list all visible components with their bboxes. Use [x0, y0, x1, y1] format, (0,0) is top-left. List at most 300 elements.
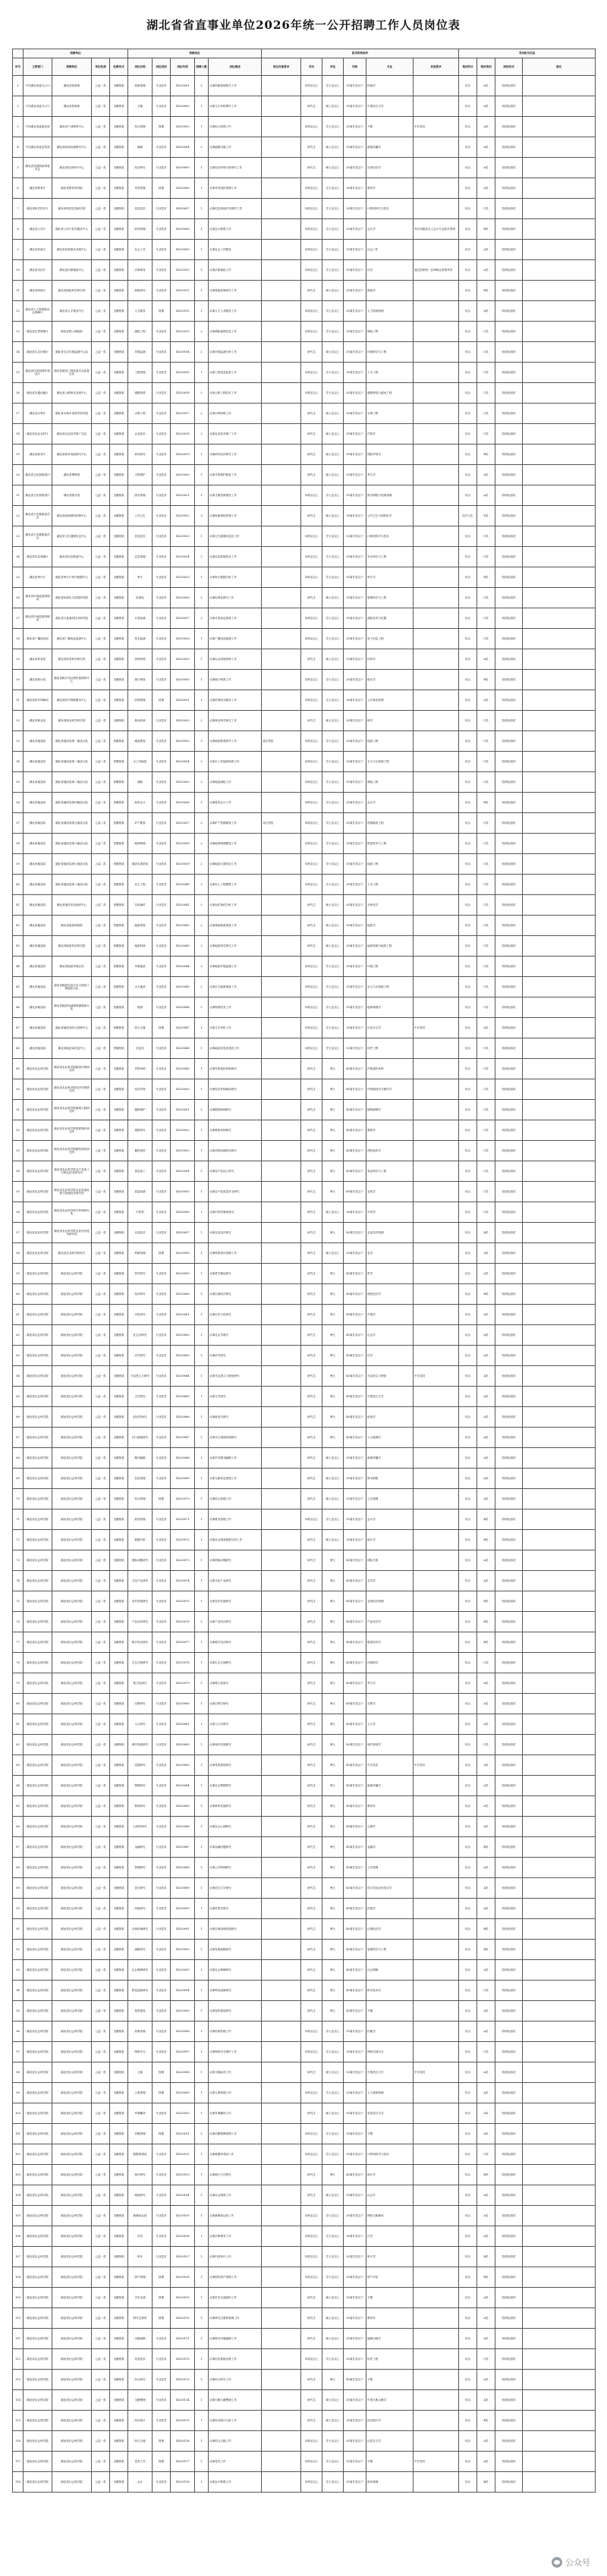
table-cell [414, 1530, 459, 1550]
table-cell: 专业技术 [153, 1735, 171, 1755]
table-cell: 综合 [459, 2329, 477, 2349]
table-cell: 35周岁及以下 [344, 2124, 366, 2144]
table-cell: 公益一类 [92, 1550, 110, 1571]
table-cell: 法学 [366, 1346, 414, 1366]
table-cell: 湖北省地质局信息中心 [52, 1038, 92, 1059]
table-cell: 综合 [459, 1960, 477, 1981]
table-cell: 35周岁及以下 [344, 178, 366, 199]
table-cell [414, 2103, 459, 2124]
table-cell: 2 [195, 813, 209, 834]
table-cell: 结构化面试 [495, 1243, 523, 1264]
table-cell: A类 [477, 1960, 495, 1981]
table-cell: 管理 [153, 117, 171, 137]
table-cell: 1 [195, 281, 209, 301]
table-cell: 学士及以上 [322, 547, 344, 567]
table-cell: 应急管理 [128, 547, 153, 567]
table-row [13, 2103, 596, 2124]
table-cell: 本科及以上 [301, 977, 322, 997]
table-cell [262, 178, 301, 199]
table-cell: 社会保障 [366, 1960, 414, 1981]
table-cell: 117 [13, 2452, 24, 2472]
table-cell: 35周岁及以下 [344, 2185, 366, 2206]
table-cell: A类 [477, 260, 495, 281]
table-cell [414, 1407, 459, 1428]
table-cell: 全额拨款 [110, 260, 128, 281]
table-cell: 14230088 [171, 1858, 195, 1878]
table-cell: 测绘工程 [366, 322, 414, 342]
table-cell: 结构化面试 [495, 670, 523, 690]
table-cell: 公益二类 [92, 875, 110, 895]
table-cell [262, 2431, 301, 2452]
table-cell: 硕士及以上 [322, 588, 344, 608]
table-cell: 专业技术 [153, 875, 171, 895]
table-cell: 从事医保经办服务工作 [209, 690, 262, 711]
table-cell: 公益一类 [92, 1366, 110, 1387]
table-cell: 湖北省商务厅 [24, 445, 52, 465]
table-cell: 结构化面试 [495, 1899, 523, 1919]
table-cell: 信息管理 [128, 1469, 153, 1489]
table-cell: 结构化面试 [495, 1202, 523, 1223]
table-cell: 公益一类 [92, 2042, 110, 2062]
table-cell [414, 1202, 459, 1223]
table-cell: A类 [477, 1305, 495, 1325]
table-row [13, 588, 596, 608]
table-cell: 管理 [153, 690, 171, 711]
table-cell: 专业技术 [153, 916, 171, 936]
table-cell: 35周岁及以下 [344, 2472, 366, 2493]
table-cell: 湖北省社会科学院 [52, 2144, 92, 2165]
table-cell: 综合 [459, 1632, 477, 1653]
table-cell: 湖北省公安厅机关服务中心 [52, 219, 92, 240]
table-row [13, 1817, 596, 1837]
table-cell: 全额拨款 [110, 322, 128, 342]
table-cell: 公益一类 [92, 240, 110, 260]
table-cell: 博士 [322, 1428, 344, 1448]
table-cell: 湖北省社会科学院 [52, 1653, 92, 1673]
table-cell [414, 1079, 459, 1100]
table-cell: 全额拨款 [110, 281, 128, 301]
table-cell: 专业技术 [153, 629, 171, 649]
table-cell: 40周岁及以下 [344, 1837, 366, 1858]
table-row [13, 342, 596, 363]
table-cell: 1 [195, 2226, 209, 2247]
table-cell: 博士 [322, 1100, 344, 1120]
table-cell [414, 2431, 459, 2452]
table-cell: 1 [195, 588, 209, 608]
table-row [13, 813, 596, 834]
table-cell: 35周岁及以下 [344, 445, 366, 465]
table-cell: 2 [195, 322, 209, 342]
table-cell: 从事学术期刊编辑工作 [209, 1448, 262, 1469]
table-cell: 结构化面试 [495, 731, 523, 752]
table-cell: C类 [477, 2144, 495, 2165]
table-cell: 3 [195, 506, 209, 526]
table-cell [262, 895, 301, 916]
table-row [13, 1755, 596, 1776]
table-cell: 从事档案管理相关工作 [209, 76, 262, 96]
table-row [13, 2185, 596, 2206]
table-cell [414, 2206, 459, 2226]
column-header: 招聘人数 [195, 58, 209, 76]
table-cell: 湖北省地质局 [24, 997, 52, 1018]
table-cell: 农村发展研究 [128, 1591, 153, 1612]
table-cell: 湖北省农业科学院 [24, 1161, 52, 1182]
table-cell: 35周岁及以下 [344, 137, 366, 158]
table-cell: 2 [195, 772, 209, 793]
table-cell: 学士及以上 [322, 526, 344, 547]
table-cell: 结构化面试 [495, 895, 523, 916]
table-row [13, 96, 596, 117]
table-cell: 公益一类 [92, 2144, 110, 2165]
table-cell: 湖北省社会科学院 [52, 1448, 92, 1469]
table-cell: 国际贸易学 [366, 445, 414, 465]
table-cell [523, 895, 596, 916]
table-cell: 专业技术 [153, 1817, 171, 1837]
table-cell [523, 1100, 596, 1120]
table-cell: 管理 [153, 1018, 171, 1038]
table-cell: 58 [13, 1243, 24, 1264]
table-cell: 专业技术 [153, 1407, 171, 1428]
table-cell: 1 [195, 1591, 209, 1612]
table-cell [262, 485, 301, 506]
table-cell: 综合 [459, 1243, 477, 1264]
table-row [13, 1018, 596, 1038]
table-cell: 14230020 [171, 465, 195, 485]
table-cell: 电子信息工程 [366, 629, 414, 649]
table-cell [414, 2288, 459, 2308]
table-cell: 外事翻译 [128, 2103, 153, 2124]
table-cell: 1 [195, 2247, 209, 2267]
table-cell: 30 [13, 670, 24, 690]
table-cell [414, 1509, 459, 1530]
table-cell: 全额拨款 [110, 445, 128, 465]
table-cell: 1 [195, 2165, 209, 2185]
table-cell: 差额拨款 [110, 936, 128, 957]
table-cell: C类 [477, 342, 495, 363]
table-cell: 29 [13, 649, 24, 670]
table-cell: 湖北省社会科学院 [24, 1407, 52, 1428]
table-cell: 全额拨款 [110, 629, 128, 649]
table-cell: 综合 [459, 2124, 477, 2144]
table-cell [414, 670, 459, 690]
table-cell: C类 [477, 1079, 495, 1100]
table-cell: 结构化面试 [495, 2247, 523, 2267]
table-cell: 1 [195, 2431, 209, 2452]
table-cell: 公益一类 [92, 1960, 110, 1981]
table-cell: 专业技术 [153, 2185, 171, 2206]
table-cell: 地质科研 [128, 936, 153, 957]
table-cell: 湖北省社会科学院 [52, 2431, 92, 2452]
table-cell: 35周岁及以下 [344, 281, 366, 301]
table-cell [523, 1509, 596, 1530]
table-cell: 公益一类 [92, 2288, 110, 2308]
table-cell: 40周岁及以下 [344, 1141, 366, 1161]
table-cell: 公益二类 [92, 895, 110, 916]
table-cell: 植物保护 [128, 1100, 153, 1120]
table-cell: 专业技术 [153, 2247, 171, 2267]
table-cell [414, 1182, 459, 1202]
table-cell: 41 [13, 895, 24, 916]
table-cell: 湖北省社会科学院 [52, 1387, 92, 1407]
table-cell: 全额拨款 [110, 1325, 128, 1346]
table-cell: 35周岁及以下 [344, 342, 366, 363]
table-cell: 综合 [459, 1223, 477, 1243]
table-cell [262, 137, 301, 158]
table-cell: 专业技术 [153, 834, 171, 854]
column-header: 岗位代码 [171, 58, 195, 76]
table-cell: 本科及以上 [301, 322, 322, 342]
table-cell: 学士及以上 [322, 301, 344, 322]
group-header: 报考资格条件 [262, 49, 459, 58]
table-cell [262, 2472, 301, 2493]
table-cell: A类 [477, 2431, 495, 2452]
table-cell [523, 2103, 596, 2124]
table-cell: 通过国家统一法律职业资格考试 [414, 260, 459, 281]
table-cell: 14230017 [171, 404, 195, 424]
table-cell: 全额拨款 [110, 526, 128, 547]
table-cell: 结构化面试 [495, 1571, 523, 1591]
table-cell [414, 1161, 459, 1182]
table-cell [262, 465, 301, 485]
table-cell: 综合 [459, 1550, 477, 1571]
table-cell: 从事统计方法研究 [209, 2165, 262, 2185]
table-cell: 从事计量检定校准工作 [209, 608, 262, 629]
table-cell: 资源勘查工程 [366, 813, 414, 834]
table-cell: 研究生 [301, 96, 322, 117]
table-cell: 全额拨款 [110, 1264, 128, 1284]
table-cell: A类 [477, 1817, 495, 1837]
table-cell: 湖北省社会科学院 [52, 1550, 92, 1571]
table-cell: 1 [195, 1366, 209, 1387]
table-cell: 52 [13, 1120, 24, 1141]
table-cell: B类 [477, 1612, 495, 1632]
table-cell: 公益一类 [92, 1264, 110, 1284]
table-cell: 档案学 [366, 2022, 414, 2042]
table-cell: 地球物理 [128, 834, 153, 854]
table-cell [262, 1264, 301, 1284]
table-cell: 63 [13, 1346, 24, 1366]
table-cell: 湖北省社会科学院 [24, 1489, 52, 1509]
table-row [13, 301, 596, 322]
table-cell: 综合 [459, 2390, 477, 2411]
table-cell [523, 957, 596, 977]
table-cell: 16 [13, 383, 24, 404]
table-cell: A类 [477, 2288, 495, 2308]
table-cell: 管理科学与工程 [366, 1940, 414, 1960]
table-cell [523, 1387, 596, 1407]
table-cell: 14230044 [171, 957, 195, 977]
table-cell [262, 1694, 301, 1714]
table-cell: 综合 [459, 875, 477, 895]
table-cell: 结构化面试 [495, 1100, 523, 1120]
table-cell: 湖北省农业科学院 [24, 1120, 52, 1141]
table-cell: 40周岁及以下 [344, 1284, 366, 1305]
table-cell [414, 1428, 459, 1448]
table-cell [523, 1325, 596, 1346]
table-cell [262, 76, 301, 96]
table-cell: 14230060 [171, 1284, 195, 1305]
table-cell: 14230109 [171, 2288, 195, 2308]
table-cell: 2 [195, 957, 209, 977]
table-cell: 1 [195, 1223, 209, 1243]
table-cell: 研究生 [301, 1530, 322, 1550]
table-cell: 研究生 [301, 1981, 322, 2001]
table-cell: 从事社会调查工作 [209, 2185, 262, 2206]
table-cell: 研究生 [301, 1899, 322, 1919]
table-cell: 综合 [459, 2103, 477, 2124]
table-cell: 新闻传播学 [366, 137, 414, 158]
table-row [13, 2144, 596, 2165]
table-cell [262, 2062, 301, 2083]
table-cell: 湖北省社会科学院 [24, 1919, 52, 1940]
table-cell: A类 [477, 1264, 495, 1284]
table-cell: 湖北省发展和改革委员会 [24, 158, 52, 178]
table-cell: 湖北省社会科学院 [24, 1714, 52, 1735]
table-cell: 湖北省社会科学院 [52, 2472, 92, 2493]
table-cell: 研究生 [301, 1960, 322, 1981]
table-cell: 35周岁及以下 [344, 404, 366, 424]
table-cell: 1 [195, 1735, 209, 1755]
table-cell: 湖北省社会科学院 [24, 1387, 52, 1407]
table-cell: 35周岁及以下 [344, 875, 366, 895]
table-cell: 博士 [322, 1612, 344, 1632]
table-cell [414, 1653, 459, 1673]
table-cell [414, 240, 459, 260]
table-cell: 湖北省社会科学院 [52, 1264, 92, 1284]
table-cell: 14230032 [171, 711, 195, 731]
table-cell: 专业技术 [153, 1202, 171, 1223]
table-cell: 湖北省自然资源厅 [24, 322, 52, 342]
table-cell [262, 1120, 301, 1141]
table-cell: 从事教育发展研究 [209, 1796, 262, 1817]
table-cell: 80 [13, 1694, 24, 1714]
table-cell: B类 [477, 1530, 495, 1550]
table-cell: 1 [195, 363, 209, 383]
table-cell: 全额拨款 [110, 2083, 128, 2103]
column-header: 备注 [523, 58, 596, 76]
table-cell: 研究生 [301, 1223, 322, 1243]
table-cell: 40周岁及以下 [344, 1182, 366, 1202]
table-cell: 湖北省社会科学院 [24, 2206, 52, 2226]
table-cell: 从事财务管理工作 [209, 1509, 262, 1530]
table-cell: 财务管理 [128, 1509, 153, 1530]
table-cell [523, 916, 596, 936]
table-cell: 综合 [459, 1899, 477, 1919]
table-cell [262, 2411, 301, 2431]
table-cell: 公益一类 [92, 1428, 110, 1448]
table-cell: 公益一类 [92, 2206, 110, 2226]
table-cell: 研究生 [301, 2308, 322, 2329]
table-cell [414, 2083, 459, 2103]
table-cell: 战略研究 [128, 1940, 153, 1960]
table-cell: 湖北省疾病预防控制中心 [52, 506, 92, 526]
table-cell: 93 [13, 1960, 24, 1981]
table-cell: 本科及以上 [301, 547, 322, 567]
table-cell: 50 [13, 1079, 24, 1100]
table-cell: 湖北省农业科学院 [24, 1100, 52, 1120]
table-cell: 财政学 [366, 281, 414, 301]
table-cell: 湖北省社会科学院 [24, 1366, 52, 1387]
table-cell [523, 2472, 596, 2493]
table-cell: 从事法学研究 [209, 1346, 262, 1366]
table-cell: 湖北省地质局第三地质大队 [52, 772, 92, 793]
table-cell: 湖北省社会科学院 [24, 1981, 52, 2001]
table-cell: 质量检测 [128, 1182, 153, 1202]
table-cell: 1 [195, 445, 209, 465]
table-cell: A类 [477, 1571, 495, 1591]
table-cell [414, 2144, 459, 2165]
table-cell: 77 [13, 1632, 24, 1653]
table-cell [523, 1694, 596, 1714]
table-cell: 数量经济学 [366, 1632, 414, 1653]
table-cell [414, 178, 459, 199]
table-row [13, 1591, 596, 1612]
table-cell: 综合 [459, 1612, 477, 1632]
table-cell [523, 2001, 596, 2022]
table-cell: 14230061 [171, 1305, 195, 1325]
table-cell [262, 1735, 301, 1755]
table-cell: 本科及以上 [301, 2247, 322, 2267]
table-cell: 40周岁及以下 [344, 1591, 366, 1612]
table-cell: A类 [477, 2083, 495, 2103]
page-title: 湖北省省直事业单位2026年统一公开招聘工作人员岗位表 [146, 18, 461, 32]
table-cell: 湖北省地质调查院 [52, 916, 92, 936]
table-cell: C类 [477, 731, 495, 752]
table-cell: 公益一类 [92, 1755, 110, 1776]
table-cell: 从事人口学研究 [209, 1714, 262, 1735]
table-cell: 从事物探技术工作 [209, 997, 262, 1018]
table-cell: 全额拨款 [110, 1079, 128, 1100]
table-cell: 综合 [459, 322, 477, 342]
table-cell: 专业技术 [153, 711, 171, 731]
table-cell: 综合 [459, 117, 477, 137]
table-cell: A类 [477, 2452, 495, 2472]
table-cell: 湖北省地质局综合管理中心 [52, 1018, 92, 1038]
table-cell: 湖北省社会科学院 [24, 1509, 52, 1530]
table-cell: 35周岁及以下 [344, 731, 366, 752]
table-cell: 法务 [128, 2226, 153, 2247]
table-cell [414, 936, 459, 957]
table-cell: 从事地球物理勘查工作 [209, 834, 262, 854]
table-cell: 84 [13, 1776, 24, 1796]
table-cell [523, 1079, 596, 1100]
table-cell: 结构化面试 [495, 1469, 523, 1489]
table-row [13, 1366, 596, 1387]
table-cell: 计算机科学与技术 [366, 526, 414, 547]
table-row [13, 158, 596, 178]
table-cell [523, 342, 596, 363]
table-cell: 公益一类 [92, 1571, 110, 1591]
table-cell [523, 813, 596, 834]
table-cell: 从事综合管理工作 [209, 1489, 262, 1509]
table-cell: 结构化面试 [495, 690, 523, 711]
table-cell: 结构化面试 [495, 1264, 523, 1284]
table-cell: 14230091 [171, 1919, 195, 1940]
table-cell: 综合 [459, 1448, 477, 1469]
table-cell: C类 [477, 977, 495, 997]
table-cell: 全额拨款 [110, 424, 128, 445]
table-cell: 学士及以上 [322, 199, 344, 219]
table-cell: 公益一类 [92, 690, 110, 711]
table-cell: 湖北省社会科学院 [24, 2185, 52, 2206]
table-cell: 综合 [459, 670, 477, 690]
table-cell: 92 [13, 1940, 24, 1960]
table-row [13, 1837, 596, 1858]
table-cell: 结构化面试 [495, 1530, 523, 1550]
table-cell: 本科及以上 [301, 2206, 322, 2226]
table-cell: 全额拨款 [110, 2165, 128, 2185]
table-cell: 73 [13, 1550, 24, 1571]
